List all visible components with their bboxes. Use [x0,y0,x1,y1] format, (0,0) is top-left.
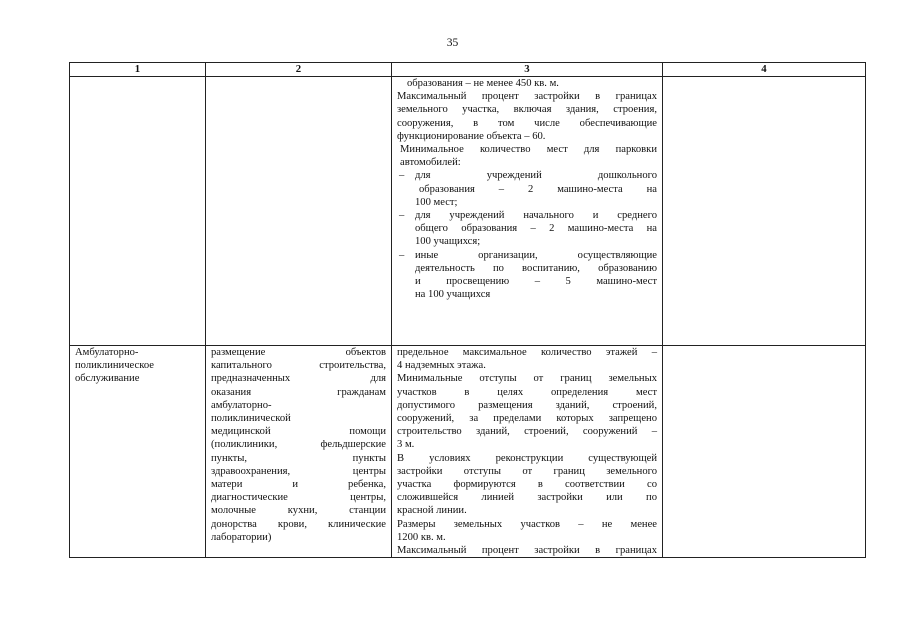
text-line: оказания гражданам [211,386,386,398]
table-row [70,346,866,558]
row1-col2 [206,77,392,346]
text-line: 100 учащихся; [415,236,481,248]
text-line: поликлинической [211,413,291,425]
row2-col4 [663,346,866,558]
list-item [397,209,657,249]
row2-col2 [206,346,392,558]
text-line: диагностические центры, [211,492,386,504]
text-line: (поликлиники, фельдшерские [211,439,386,451]
page-number: 35 [446,37,459,49]
text-line: допустимого размещения зданий, строений, [397,399,657,411]
text-line: для учреждений начального и среднего [415,210,657,222]
row1-text-line: образования – не менее 450 кв. м. [407,78,559,89]
text-line: автомобилей: [400,157,461,169]
row1-paragraph-coverage [397,90,657,143]
text-line: лаборатории) [211,531,272,543]
header-cell-1: 1 [70,63,206,77]
table-row [70,77,866,346]
text-line: Максимальный процент застройки в границах [397,91,657,103]
text-line: красной линии. [397,505,467,517]
text-line: сооружений, за пределами которых запрещено [397,413,657,425]
row1-col3 [392,77,663,346]
text-line: матери и ребенка, [211,479,386,491]
text-line: Размеры земельных участков – не менее [397,518,657,530]
text-line: функционирование объекта – 60. [397,130,546,142]
row1-paragraph-parking [397,143,657,169]
text-line: Амбулаторно- [75,347,139,358]
dash-marker: – [399,249,405,261]
text-line: молочные кухни, станции [211,505,386,517]
paragraph-coverage [397,544,657,557]
text-line: на 100 учащихся [415,289,491,301]
text-line: строительство зданий, строений, сооружений – [397,426,657,438]
header-cell-3: 3 [392,63,663,77]
text-line: донорства крови, клинические [211,518,386,530]
paragraph-plot-size [397,518,657,544]
dash-marker: – [399,210,405,222]
text-line: сооружения, в том числе обеспечивающие [397,117,657,129]
text-line: В условиях реконструкции существующей [397,452,657,464]
list-item [397,169,657,209]
header-cell-2: 2 [206,63,392,77]
text-line: здравоохранения, центры [211,465,386,477]
paragraph-setbacks [397,372,657,451]
text-line: 4 надземных этажа. [397,360,486,372]
row2-col1 [70,346,206,558]
paragraph-floors [397,346,657,372]
text-line: пункты, пункты [211,452,386,464]
text-line: сложившейся линией застройки или по [397,492,657,504]
row2-col3 [392,346,663,558]
row1-col1 [70,77,206,346]
list-item [397,249,657,302]
dash-marker: – [399,170,405,182]
text-line: Минимальные отступы от границ земельных [397,373,657,385]
text-line: участков в целях определения мест [397,386,657,398]
text-line: медицинской помощи [211,426,386,438]
text-line: иные организации, осуществляющие [415,249,657,261]
text-line: 100 мест; [415,196,458,208]
text-line: предельное максимальное количество этажей – [397,347,657,358]
text-line: общего образования – 2 машино-места на [415,223,657,235]
text-line: Максимальный процент застройки в границах [397,545,657,557]
regulations-table [69,62,866,558]
text-line: амбулаторно- [211,399,272,411]
table-header-row [70,63,866,77]
text-line: 1200 кв. м. [397,531,446,543]
text-line: капитального строительства, [211,360,386,372]
text-line: образования – 2 машино-места на [419,183,657,195]
text-line: размещение объектов [211,347,386,358]
text-line: деятельность по воспитанию, образованию [415,262,657,274]
text-line: и просвещению – 5 машино-мест [415,276,657,288]
text-line: земельного участка, включая здания, строения, [397,104,657,116]
text-line: участка формируются в соответствии со [397,479,657,491]
paragraph-reconstruction [397,452,657,518]
header-cell-4: 4 [663,63,866,77]
text-line: для учреждений дошкольного [415,170,657,182]
text-line: 3 м. [397,439,415,451]
text-line: поликлиническое [75,360,154,372]
row1-col4 [663,77,866,346]
text-line: предназначенных для [211,373,386,385]
text-line: застройки отступы от границ земельного [397,465,657,477]
text-line: обслуживание [75,373,140,385]
text-line: Минимальное количество мест для парковки [400,144,657,156]
